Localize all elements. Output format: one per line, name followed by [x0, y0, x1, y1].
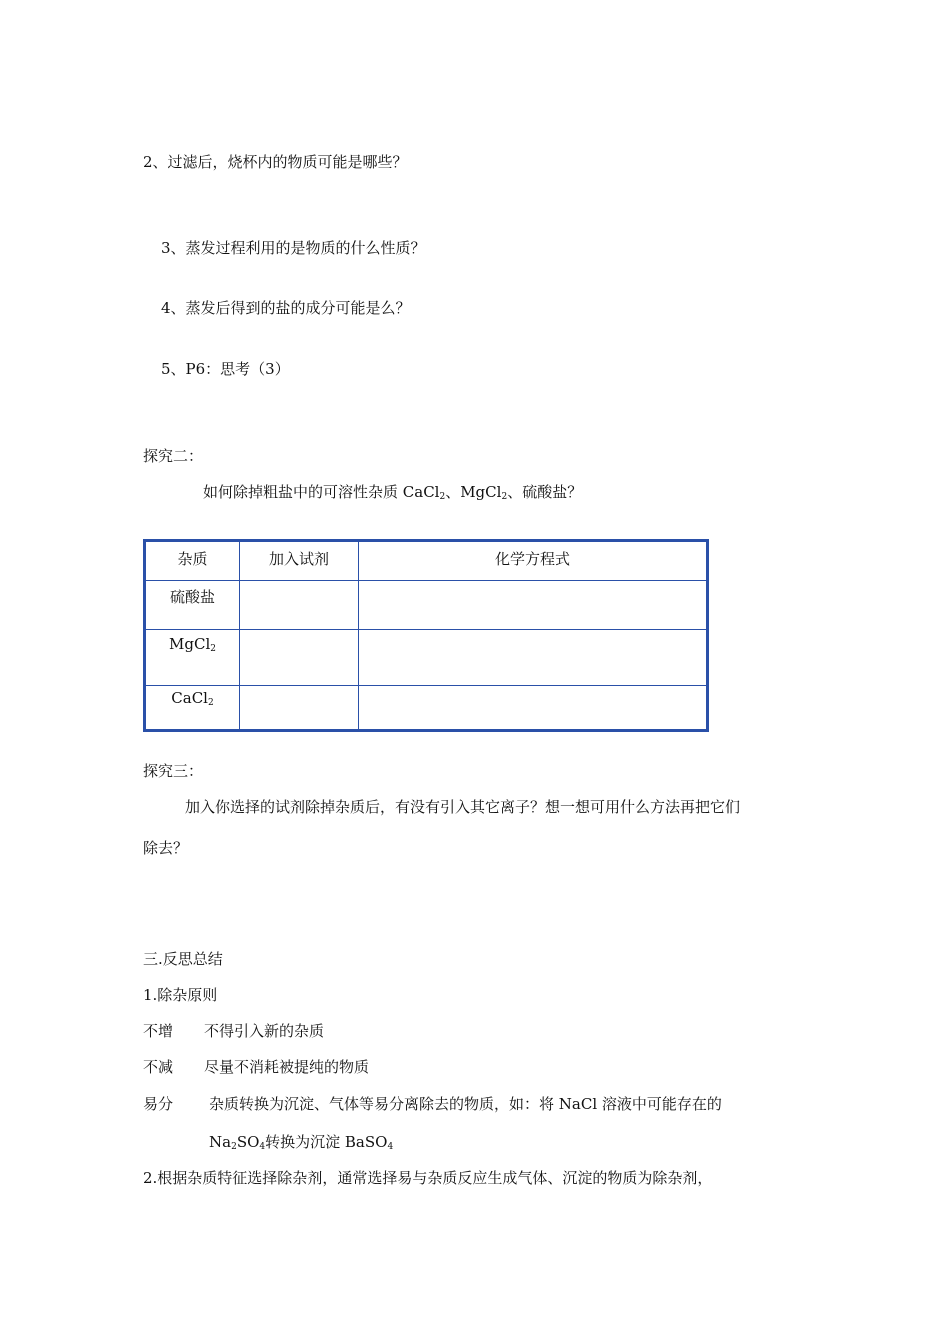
question-3: 3、蒸发过程利用的是物质的什么性质？ [161, 239, 426, 257]
explore-2-heading: 探究二： [143, 447, 204, 465]
cell-impurity: 硫酸盐 [145, 581, 240, 630]
principle-desc: 杂质转换为沉淀、气体等易分离除去的物质，如：将 NaCl 溶液中可能存在的 [209, 1095, 722, 1113]
cell-equation [359, 581, 708, 630]
cell-reagent [240, 630, 359, 686]
cell-reagent [240, 581, 359, 630]
question-2: 2、过滤后，烧杯内的物质可能是哪些？ [143, 153, 408, 171]
cell-impurity: CaCl$_2$ [145, 686, 240, 731]
impurity-table [143, 539, 709, 732]
table-row [145, 686, 708, 731]
header-reagent: 加入试剂 [240, 541, 359, 581]
rule-2: 2.根据杂质特征选择除杂剂，通常选择易与杂质反应生成气体、沉淀的物质为除杂剂， [143, 1169, 713, 1187]
principle-title: 1.除杂原则 [143, 986, 218, 1004]
cell-impurity: MgCl$_2$ [145, 630, 240, 686]
explore-3-heading: 探究三： [143, 762, 204, 780]
conversion-line: $Na_2SO_4$转换为沉淀 BaSO$_4$ [209, 1133, 394, 1152]
principle-desc: 不得引入新的杂质 [204, 1022, 325, 1040]
table-row [145, 581, 708, 630]
principle-term: 易分 [143, 1095, 174, 1113]
cell-equation [359, 686, 708, 731]
explore-2-question: 如何除掉粗盐中的可溶性杂质 CaCl$_2$、MgCl$_2$、硫酸盐？ [203, 483, 583, 502]
principle-desc: 尽量不消耗被提纯的物质 [204, 1058, 370, 1076]
question-4: 4、蒸发后得到的盐的成分可能是么？ [161, 299, 411, 317]
header-impurity: 杂质 [145, 541, 240, 581]
cell-equation [359, 630, 708, 686]
explore-3-line-1: 加入你选择的试剂除掉杂质后，有没有引入其它离子？想一想可用什么方法再把它们 [185, 798, 741, 816]
header-equation: 化学方程式 [359, 541, 708, 581]
question-5: 5、P6：思考（3） [161, 360, 290, 378]
cell-reagent [240, 686, 359, 731]
table-header-row [145, 541, 708, 581]
principle-term: 不增 [143, 1022, 174, 1040]
summary-heading: 三.反思总结 [143, 950, 223, 968]
explore-3-line-2: 除去？ [143, 839, 189, 857]
table-row [145, 630, 708, 686]
principle-term: 不减 [143, 1058, 174, 1076]
